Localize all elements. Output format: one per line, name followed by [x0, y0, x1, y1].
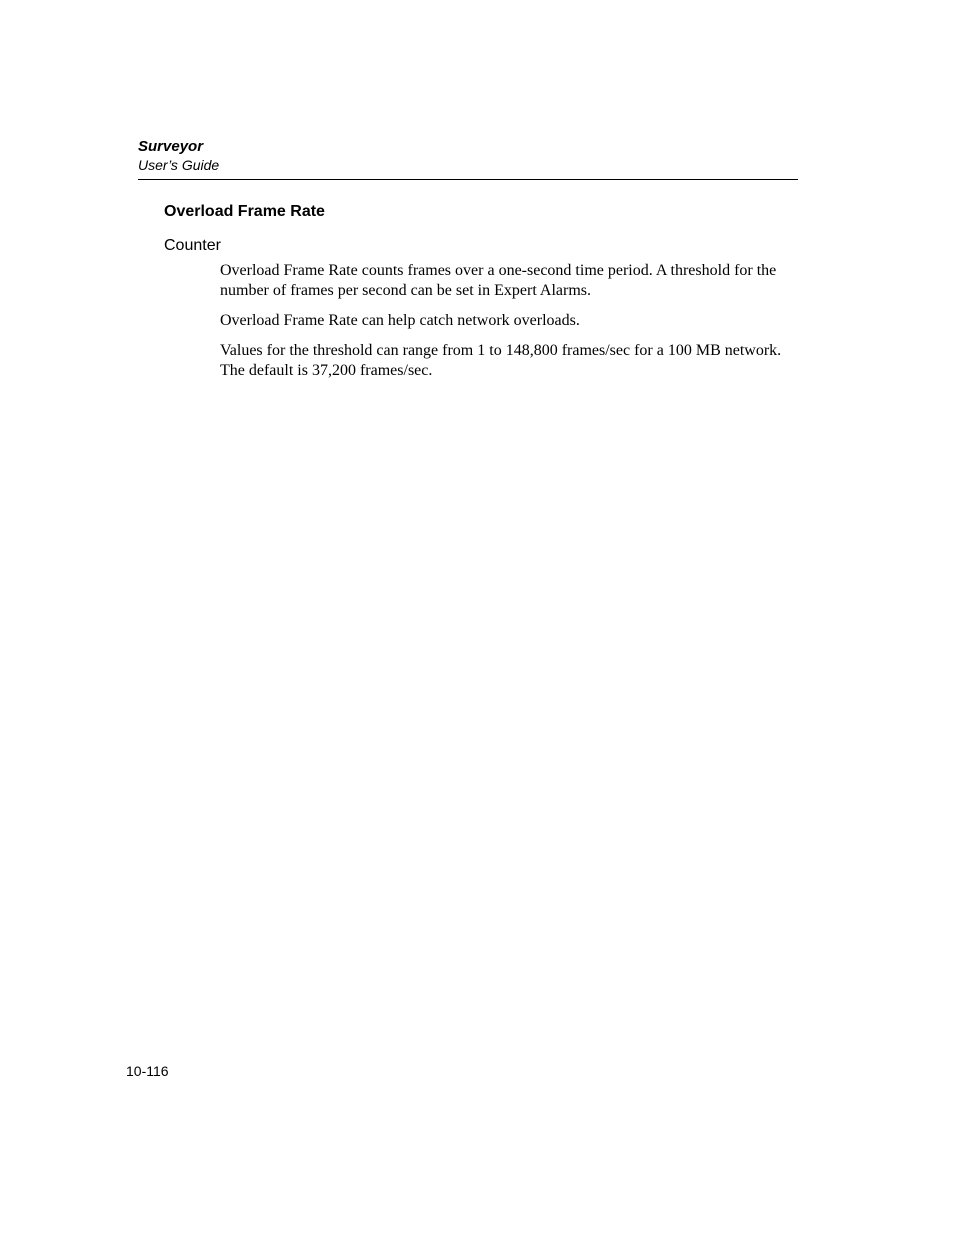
header-divider — [138, 179, 798, 180]
body-paragraph: Values for the threshold can range from 1 to 148,800 frames/sec for a 100 MB network. The default is 37,200 frames/sec. — [220, 342, 782, 379]
subsection-heading: Counter — [164, 237, 221, 254]
body-paragraph: Overload Frame Rate counts frames over a one-second time period. A threshold for the number of frames per second can be set in Expert Alarms. — [220, 262, 777, 299]
running-header — [138, 138, 798, 174]
section-body — [220, 261, 798, 391]
page-number: 10-116 — [126, 1063, 169, 1079]
body-paragraph: Overload Frame Rate can help catch network overloads. — [220, 312, 580, 329]
header-subtitle: User’s Guide — [138, 157, 220, 173]
header-title: Surveyor — [138, 138, 204, 155]
section-heading: Overload Frame Rate — [164, 203, 325, 220]
